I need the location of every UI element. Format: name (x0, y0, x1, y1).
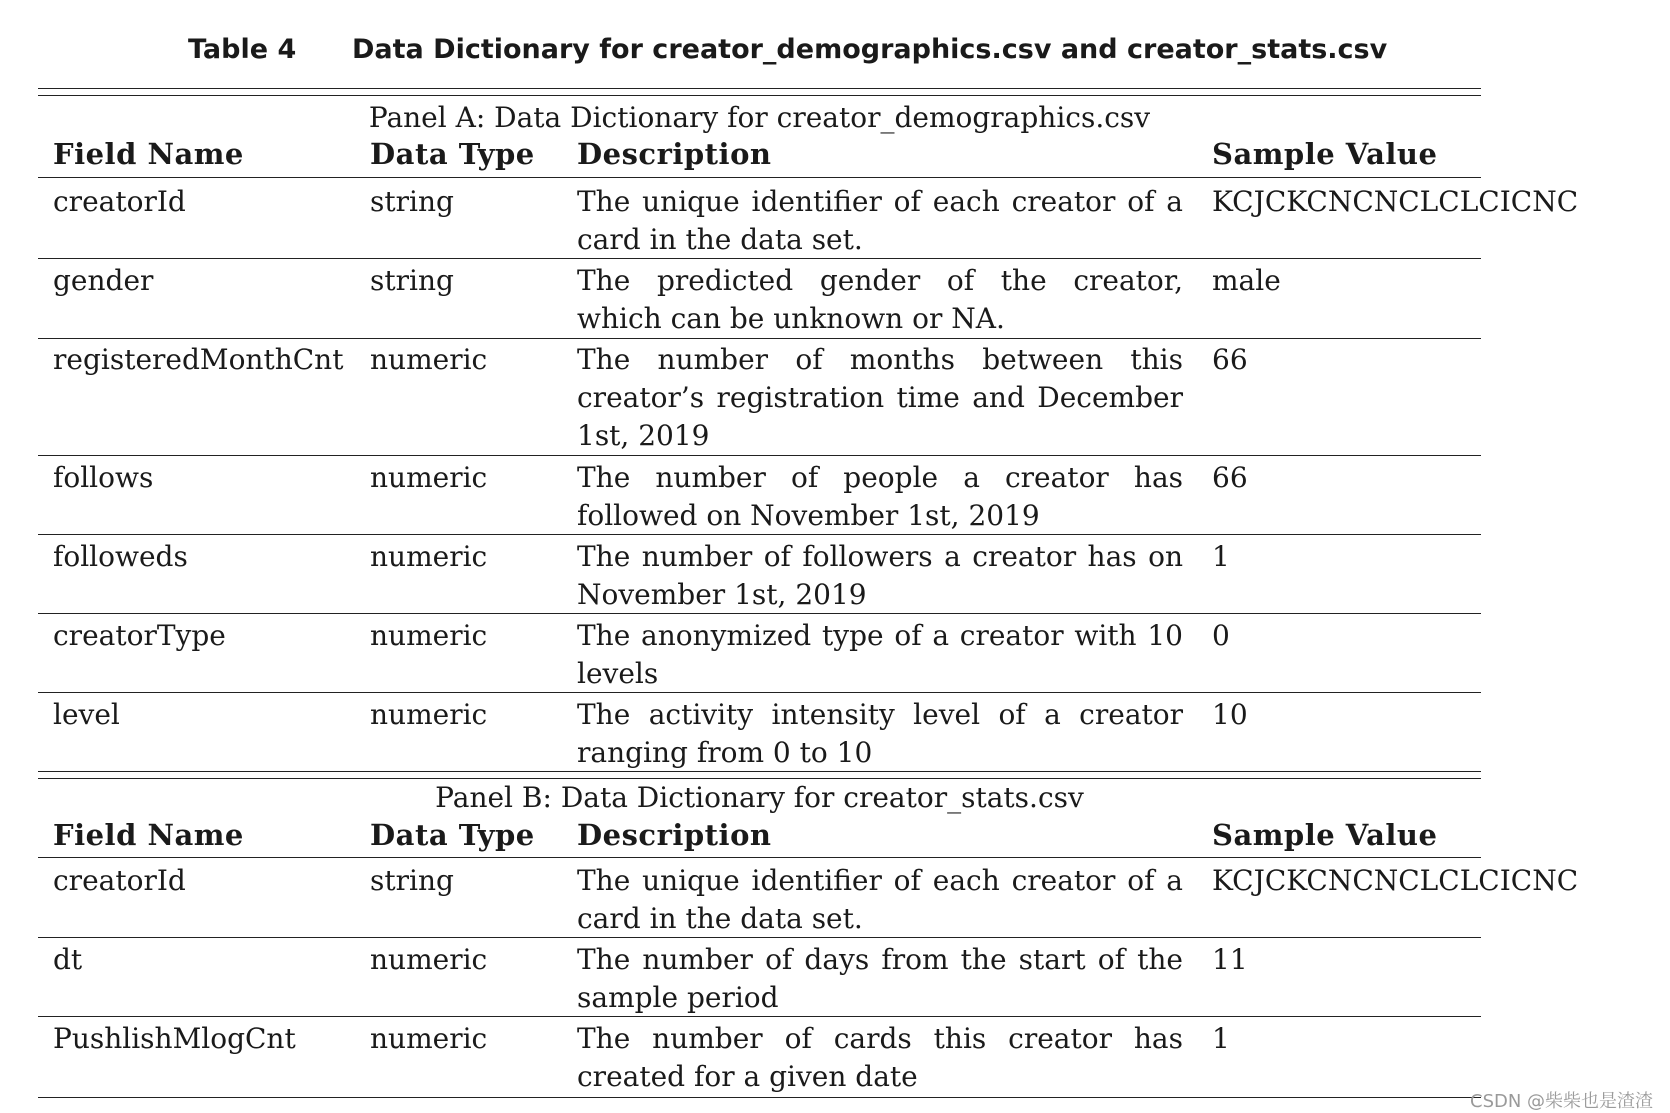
panel-a-title: Panel A: Data Dictionary for creator_demographics.csv (368, 101, 1151, 134)
panel-b-header-description: Description (577, 818, 772, 852)
panel-a-header-field-name: Field Name (53, 137, 244, 171)
panel-separator-rule-outer (38, 771, 1481, 772)
field-name-cell: creatorId (53, 864, 186, 897)
description-cell: The number of followers a creator has on November 1st, 2019 (577, 540, 1183, 611)
description-cell: The unique identifier of each creator of a card in the data set. (577, 185, 1183, 256)
description-cell: The number of months between this creator’s registration time and December 1st, 2019 (577, 343, 1183, 452)
data-type-cell: numeric (370, 619, 488, 652)
description-cell: The predicted gender of the creator, which can be unknown or NA. (577, 264, 1183, 335)
panel-a-header-sample-value: Sample Value (1212, 137, 1438, 171)
data-type-cell: string (370, 264, 454, 297)
watermark-text: CSDN @柴柴也是渣渣 (1470, 1091, 1654, 1112)
description-cell: The number of cards this creator has created for a given date (577, 1022, 1183, 1093)
row-rule (38, 455, 1481, 456)
panel-a-header-data-type: Data Type (370, 137, 535, 171)
top-rule-inner (38, 95, 1481, 96)
field-name-cell: dt (53, 943, 83, 976)
sample-value-cell: 1 (1212, 540, 1230, 573)
data-type-cell: string (370, 864, 454, 897)
row-rule (38, 692, 1481, 693)
panel-b-header-sample-value: Sample Value (1212, 818, 1438, 852)
panel-a-header-description: Description (577, 137, 772, 171)
row-rule (38, 338, 1481, 339)
row-rule (38, 1016, 1481, 1017)
sample-value-cell: 66 (1212, 461, 1248, 494)
field-name-cell: gender (53, 264, 154, 297)
sample-value-cell: KCJCKCNCNCLCLCICNC (1212, 864, 1579, 897)
data-type-cell: numeric (370, 461, 488, 494)
field-name-cell: follows (53, 461, 154, 494)
table-number: Table 4 (188, 34, 297, 65)
description-cell: The activity intensity level of a creator ranging from 0 to 10 (577, 698, 1183, 769)
data-type-cell: numeric (370, 343, 488, 376)
panel-b-header-rule (38, 857, 1481, 858)
field-name-cell: registeredMonthCnt (53, 343, 344, 376)
data-type-cell: string (370, 185, 454, 218)
data-type-cell: numeric (370, 698, 488, 731)
panel-b-header-data-type: Data Type (370, 818, 535, 852)
data-type-cell: numeric (370, 943, 488, 976)
description-cell: The anonymized type of a creator with 10 levels (577, 619, 1183, 690)
sample-value-cell: 66 (1212, 343, 1248, 376)
field-name-cell: creatorId (53, 185, 186, 218)
sample-value-cell: 0 (1212, 619, 1230, 652)
sample-value-cell: 10 (1212, 698, 1248, 731)
field-name-cell: level (53, 698, 120, 731)
description-cell: The number of people a creator has followed on November 1st, 2019 (577, 461, 1183, 532)
row-rule (38, 258, 1481, 259)
data-type-cell: numeric (370, 1022, 488, 1055)
row-rule (38, 534, 1481, 535)
sample-value-cell: 11 (1212, 943, 1248, 976)
panel-b-title: Panel B: Data Dictionary for creator_stats.csv (435, 781, 1084, 814)
top-rule-outer (38, 88, 1481, 89)
row-rule (38, 613, 1481, 614)
data-type-cell: numeric (370, 540, 488, 573)
panel-a-header-rule (38, 177, 1481, 178)
table-caption (0, 34, 1670, 74)
field-name-cell: PushlishMlogCnt (53, 1022, 296, 1055)
field-name-cell: creatorType (53, 619, 226, 652)
field-name-cell: followeds (53, 540, 188, 573)
sample-value-cell: 1 (1212, 1022, 1230, 1055)
table-title: Data Dictionary for creator_demographics.csv and creator_stats.csv (352, 34, 1388, 65)
sample-value-cell: KCJCKCNCNCLCLCICNC (1212, 185, 1579, 218)
panel-separator-rule-inner (38, 778, 1481, 779)
sample-value-cell: male (1212, 264, 1281, 297)
panel-b-header-field-name: Field Name (53, 818, 244, 852)
bottom-rule (38, 1097, 1481, 1098)
row-rule (38, 937, 1481, 938)
description-cell: The number of days from the start of the sample period (577, 943, 1183, 1014)
description-cell: The unique identifier of each creator of a card in the data set. (577, 864, 1183, 935)
